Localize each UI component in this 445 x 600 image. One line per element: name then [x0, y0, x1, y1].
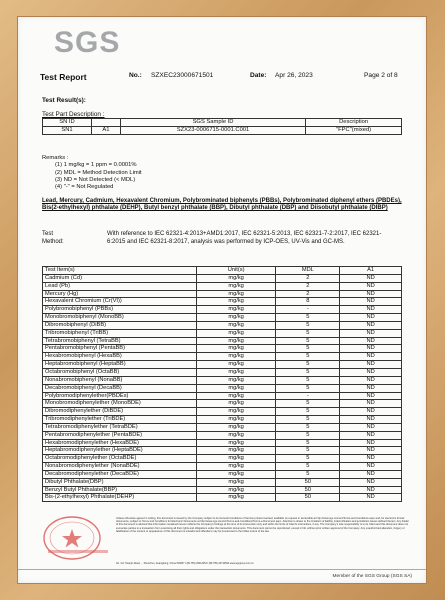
table-cell: ND: [340, 282, 402, 290]
table-cell: ND: [340, 384, 402, 392]
table-row: [43, 368, 402, 376]
table-row: [43, 447, 402, 455]
table-cell: Nonabromobiphenyl (NonaBB): [43, 376, 197, 384]
table-cell: mg/kg: [196, 494, 276, 502]
table-cell: 2: [276, 282, 340, 290]
table-cell: ND: [340, 408, 402, 416]
table-row: [43, 329, 402, 337]
sample-cell: SN1: [43, 127, 92, 135]
table-cell: mg/kg: [196, 337, 276, 345]
document-page: [18, 17, 426, 583]
sample-cell: "FPC"(mixed): [306, 127, 402, 135]
remark-item: (4) "-" = Not Regulated: [55, 184, 114, 191]
table-cell: mg/kg: [196, 463, 276, 471]
table-cell: ND: [340, 392, 402, 400]
table-cell: Monobromodiphenylether (MonoBDE): [43, 400, 197, 408]
table-cell: Nonabromodiphenylether (NonaBDE): [43, 463, 197, 471]
table-cell: Heptabromodiphenylether (HeptaBDE): [43, 447, 197, 455]
results-table: [42, 266, 402, 502]
table-cell: 5: [276, 439, 340, 447]
table-cell: 5: [276, 368, 340, 376]
table-cell: Benzyl Butyl Phthalate(BBP): [43, 486, 197, 494]
table-cell: Octabromobiphenyl (OctaBB): [43, 368, 197, 376]
table-row: [43, 290, 402, 298]
table-cell: Decabromodiphenylether (DecaBDE): [43, 470, 197, 478]
table-cell: Pentabromobiphenyl (PentaBB): [43, 345, 197, 353]
table-cell: 5: [276, 361, 340, 369]
table-cell: Tetrabromobiphenyl (TetraBB): [43, 337, 197, 345]
table-cell: ND: [340, 290, 402, 298]
table-cell: ND: [340, 470, 402, 478]
sample-table-header: [43, 119, 402, 127]
table-cell: mg/kg: [196, 306, 276, 314]
table-cell: 5: [276, 470, 340, 478]
sample-cell: SZX23-0006715-0001.C001: [120, 127, 305, 135]
footer-address: No. 4-8, Huanjin Road, ... Shenzhen, Guangdong, China 518057 t (86-755) 26012053 f (86-755) 26710594 www.sgsgroup.com.cn: [116, 562, 254, 565]
table-cell: 5: [276, 463, 340, 471]
sample-row: [43, 127, 402, 135]
table-cell: mg/kg: [196, 439, 276, 447]
test-method-text: With reference to IEC 62321-4:2013+AMD1:2017, IEC 62321-5:2013, IEC 62321-7-2:2017, IEC 62321-6:2015 and IEC 62321-8:2017, analysis was performed by ICP-OES, UV-Vis and GC-MS.: [107, 231, 382, 245]
table-row: [43, 478, 402, 486]
table-cell: ND: [340, 274, 402, 282]
remarks: [42, 155, 142, 191]
table-cell: 5: [276, 314, 340, 322]
header-cell: [91, 119, 120, 127]
table-cell: mg/kg: [196, 384, 276, 392]
table-cell: mg/kg: [196, 361, 276, 369]
table-cell: Heptabromobiphenyl (HeptaBB): [43, 361, 197, 369]
table-row: [43, 392, 402, 400]
table-cell: 5: [276, 431, 340, 439]
table-row: [43, 298, 402, 306]
table-cell: Polybromobiphenyl (PBBs): [43, 306, 197, 314]
table-cell: ND: [340, 423, 402, 431]
table-cell: ND: [340, 455, 402, 463]
table-cell: ND: [340, 494, 402, 502]
table-cell: Tetrabromodiphenylether (TetraBDE): [43, 423, 197, 431]
table-cell: mg/kg: [196, 486, 276, 494]
table-cell: mg/kg: [196, 470, 276, 478]
table-cell: Polybromodiphenylether(PBDEs): [43, 392, 197, 400]
test-part-label: Test Part Description :: [42, 111, 105, 118]
table-cell: ND: [340, 329, 402, 337]
table-row: [43, 314, 402, 322]
remarks-label: Remarks :: [42, 155, 69, 161]
results-header-cell: MDL: [276, 267, 340, 275]
remark-item: (2) MDL = Method Detection Limit: [55, 169, 142, 176]
table-row: [43, 345, 402, 353]
table-row: [43, 321, 402, 329]
sgs-member-note: Member of the SGS Group (SGS SA): [332, 574, 412, 579]
results-header-cell: A1: [340, 267, 402, 275]
table-cell: ND: [340, 447, 402, 455]
table-cell: Tribromodiphenylether (TriBDE): [43, 416, 197, 424]
table-row: [43, 431, 402, 439]
table-cell: ND: [340, 431, 402, 439]
test-method-label: Test Method:: [42, 231, 64, 245]
table-cell: 5: [276, 353, 340, 361]
table-cell: ND: [340, 400, 402, 408]
results-header-cell: Test Item(s): [43, 267, 197, 275]
table-cell: 5: [276, 416, 340, 424]
table-cell: mg/kg: [196, 455, 276, 463]
table-cell: 2: [276, 274, 340, 282]
table-cell: 5: [276, 447, 340, 455]
table-cell: mg/kg: [196, 416, 276, 424]
table-cell: Tribromobiphenyl (TriBB): [43, 329, 197, 337]
table-cell: 5: [276, 400, 340, 408]
table-cell: Dibromobiphenyl (DiBB): [43, 321, 197, 329]
date-label: Date:: [250, 72, 267, 79]
table-cell: mg/kg: [196, 376, 276, 384]
table-cell: mg/kg: [196, 290, 276, 298]
table-row: [43, 455, 402, 463]
table-cell: mg/kg: [196, 478, 276, 486]
table-cell: 50: [276, 494, 340, 502]
remark-item: (3) ND = Not Detected (< MDL): [55, 176, 136, 183]
table-cell: 5: [276, 345, 340, 353]
table-cell: 50: [276, 486, 340, 494]
test-parameters: Lead, Mercury, Cadmium, Hexavalent Chromium, Polybrominated biphenyls (PBBs), Polybrominated diphenyl ethers (PBDEs), Bis(2-ethylhexyl) phthalate (DEHP), Butyl benzyl phthalate (BBP), Dibutyl phthalate (DBP) and Diisobutyl phthalate (DIBP): [42, 198, 402, 212]
table-cell: Hexabromodiphenylether (HexaBDE): [43, 439, 197, 447]
footer-divider: [18, 569, 426, 570]
table-cell: ND: [340, 353, 402, 361]
table-cell: mg/kg: [196, 282, 276, 290]
footer-disclaimer: Unless otherwise agreed in writing, this document is issued by the Company subject to its General Conditions of Service printed overleaf, available on request or accessible at http://www.sgs.com/en/Terms-and-Conditions.aspx and, for electronic format documents, subject to Terms and Conditions for Electronic Documents at http://www.sgs.com/en/Terms-and-Conditions/Terms-e-Document.aspx. Attention is drawn to the limitation of liability, indemnification and jurisdiction issues defined therein. Any holder of this document is advised that information contained hereon reflects the Company's findings at the time of its intervention only and within the limits of Client's instructions, if any. The Company's sole responsibility is to its Client and this document does not exonerate parties to a transaction from exercising all their rights and obligations under the transaction documents. This document cannot be reproduced, except in full, without prior written approval of the Company. Any unauthorized alteration, forgery or falsification of the content or appearance of this document is unlawful and offenders may be prosecuted to the fullest extent of the law.: [116, 517, 409, 533]
table-cell: ND: [340, 321, 402, 329]
table-cell: Lead (Pb): [43, 282, 197, 290]
table-row: [43, 361, 402, 369]
table-cell: Octabromodiphenylether (OctaBDE): [43, 455, 197, 463]
table-row: [43, 423, 402, 431]
table-cell: 5: [276, 337, 340, 345]
sample-cell: A1: [91, 127, 120, 135]
table-cell: 5: [276, 408, 340, 416]
table-cell: Hexabromobiphenyl (HexaBB): [43, 353, 197, 361]
table-cell: Monobromobiphenyl (MonoBB): [43, 314, 197, 322]
table-cell: Dibromodiphenylether (DiBDE): [43, 408, 197, 416]
table-cell: ND: [340, 314, 402, 322]
table-cell: ND: [340, 345, 402, 353]
table-cell: Mercury (Hg): [43, 290, 197, 298]
table-cell: mg/kg: [196, 400, 276, 408]
sgs-seal-stamp: [40, 512, 116, 564]
table-row: [43, 282, 402, 290]
table-cell: ND: [340, 337, 402, 345]
header-cell: SGS Sample ID: [120, 119, 305, 127]
table-row: [43, 274, 402, 282]
table-row: [43, 337, 402, 345]
results-header-row: [43, 267, 402, 275]
test-results-label: Test Result(s):: [42, 97, 86, 104]
table-cell: Hexavalent Chromium (Cr(VI)): [43, 298, 197, 306]
table-cell: mg/kg: [196, 321, 276, 329]
page-number: Page 2 of 8: [364, 72, 398, 79]
table-row: [43, 416, 402, 424]
table-cell: Bis-(2-ethylhexyl) Phthalate(DEHP): [43, 494, 197, 502]
table-cell: Pentabromodiphenylether (PentaBDE): [43, 431, 197, 439]
table-row: [43, 463, 402, 471]
table-row: [43, 353, 402, 361]
table-cell: ND: [340, 306, 402, 314]
table-cell: ND: [340, 298, 402, 306]
table-cell: ND: [340, 376, 402, 384]
table-cell: mg/kg: [196, 408, 276, 416]
table-cell: 5: [276, 321, 340, 329]
results-header-cell: Unit(s): [196, 267, 276, 275]
table-cell: Cadmium (Cd): [43, 274, 197, 282]
table-row: [43, 439, 402, 447]
table-cell: -: [276, 392, 340, 400]
table-cell: mg/kg: [196, 353, 276, 361]
sample-table: [42, 118, 402, 135]
table-cell: ND: [340, 486, 402, 494]
table-cell: mg/kg: [196, 345, 276, 353]
table-cell: mg/kg: [196, 274, 276, 282]
table-cell: -: [276, 306, 340, 314]
table-cell: ND: [340, 439, 402, 447]
table-row: [43, 306, 402, 314]
table-cell: Dibutyl Phthalate(DBP): [43, 478, 197, 486]
report-number-label: No.:: [129, 72, 142, 79]
table-cell: ND: [340, 368, 402, 376]
table-row: [43, 470, 402, 478]
table-cell: 5: [276, 455, 340, 463]
table-cell: mg/kg: [196, 392, 276, 400]
table-row: [43, 408, 402, 416]
table-cell: 50: [276, 478, 340, 486]
table-cell: 8: [276, 298, 340, 306]
table-cell: mg/kg: [196, 298, 276, 306]
table-cell: 2: [276, 290, 340, 298]
header-cell: SN ID: [43, 119, 92, 127]
table-cell: mg/kg: [196, 314, 276, 322]
table-cell: mg/kg: [196, 368, 276, 376]
table-cell: 5: [276, 423, 340, 431]
table-cell: 5: [276, 384, 340, 392]
report-title: Test Report: [40, 72, 87, 82]
table-cell: ND: [340, 463, 402, 471]
table-cell: mg/kg: [196, 447, 276, 455]
report-date: Apr 26, 2023: [275, 72, 313, 79]
table-row: [43, 486, 402, 494]
table-cell: 5: [276, 329, 340, 337]
remark-item: (1) 1 mg/kg = 1 ppm = 0.0001%: [55, 162, 137, 169]
table-cell: ND: [340, 361, 402, 369]
table-cell: mg/kg: [196, 431, 276, 439]
table-row: [43, 494, 402, 502]
sgs-logo: SGS: [54, 26, 121, 59]
table-cell: mg/kg: [196, 329, 276, 337]
table-row: [43, 376, 402, 384]
header-cell: Description: [306, 119, 402, 127]
table-row: [43, 384, 402, 392]
table-cell: Decabromobiphenyl (DecaBB): [43, 384, 197, 392]
table-cell: mg/kg: [196, 423, 276, 431]
table-cell: ND: [340, 416, 402, 424]
report-number: SZXEC23000671501: [151, 72, 214, 79]
table-cell: ND: [340, 478, 402, 486]
table-cell: 5: [276, 376, 340, 384]
table-row: [43, 400, 402, 408]
